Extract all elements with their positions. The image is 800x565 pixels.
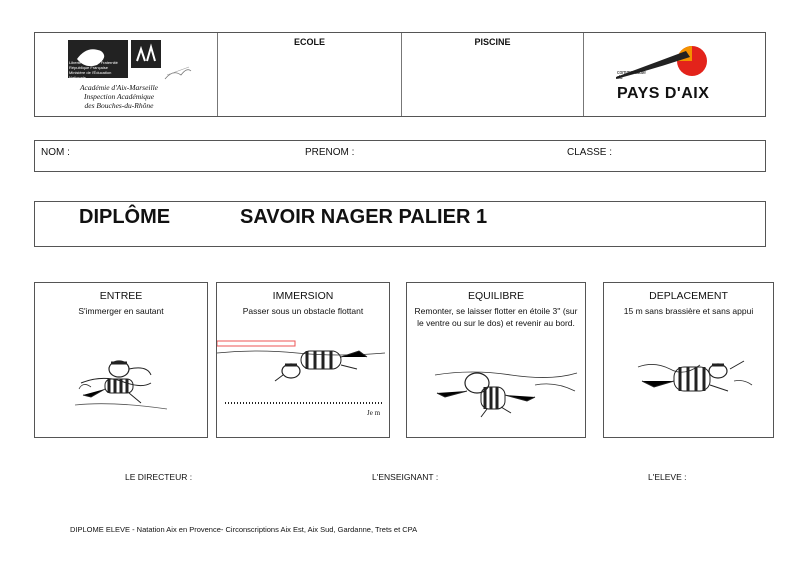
header-cell-logo <box>35 33 218 116</box>
card-description: S'immerger en sautant <box>78 306 164 316</box>
pays-aix-small-text: communauté du <box>617 70 646 81</box>
header-cell-piscine <box>402 33 584 116</box>
floating-swimmer-icon <box>431 361 581 421</box>
academy-line-2: Inspection Académique <box>83 92 155 101</box>
director-signature-label: LE DIRECTEUR : <box>125 472 193 482</box>
diving-swimmer-icon <box>217 335 389 435</box>
card-description: 15 m sans brassière et sans appui <box>623 306 754 316</box>
student-signature-label: L'ELEVE : <box>648 472 687 482</box>
pays-aix-sun-icon <box>614 41 734 91</box>
pays-aix-name: PAYS D'AIX <box>617 85 710 102</box>
ministry-line-1: Liberté • Égalité • Fraternité <box>69 60 118 65</box>
title-box <box>34 201 766 247</box>
teacher-signature-label: L'ENSEIGNANT : <box>372 472 439 482</box>
academy-text <box>69 83 169 110</box>
footer-text: DIPLOME ELEVE - Natation Aix en Provence- Circonscriptions Aix Est, Aix Sud, Gardanne, Trets et CPA <box>70 525 418 534</box>
prenom-label: PRENOM : <box>305 147 355 158</box>
card-equilibre <box>406 282 586 438</box>
academy-line-3: des Bouches-du-Rhône <box>84 101 154 110</box>
card-title: EQUILIBRE <box>467 290 525 302</box>
piscine-label: PISCINE <box>474 37 511 47</box>
card-title: IMMERSION <box>272 290 334 302</box>
card-deplacement <box>603 282 774 438</box>
ministry-text <box>69 60 129 80</box>
card-description: Passer sous un obstacle flottant <box>242 306 364 316</box>
diploma-level: SAVOIR NAGER PALIER 1 <box>240 206 488 228</box>
signature-scribble-icon <box>163 65 193 81</box>
card-title: DEPLACEMENT <box>649 290 728 302</box>
header-cell-pays-aix <box>584 33 767 116</box>
classe-label: CLASSE : <box>567 147 613 158</box>
diploma-title: DIPLÔME <box>79 206 171 228</box>
ministry-line-2: République Française <box>69 65 108 70</box>
jumping-swimmer-icon <box>71 345 181 415</box>
academy-line-1: Académie d'Aix-Marseille <box>79 83 159 92</box>
ministry-line-3: Ministère de l'Éducation Nationale <box>69 70 112 80</box>
card-title: ENTREE <box>99 290 143 302</box>
card-description: Remonter, se laisser flotter en étoile 3'' (sur le ventre ou sur le dos) et revenir au bord. <box>414 306 578 328</box>
card-entree <box>34 282 208 438</box>
swimming-swimmer-icon <box>634 351 764 411</box>
header-table <box>34 32 766 117</box>
student-info-row <box>34 140 766 172</box>
header-cell-ecole <box>218 33 402 116</box>
nom-label: NOM : <box>41 147 70 158</box>
card-immersion <box>216 282 390 438</box>
artist-signature: Je m <box>367 409 381 417</box>
ecole-label: ECOLE <box>293 37 325 47</box>
